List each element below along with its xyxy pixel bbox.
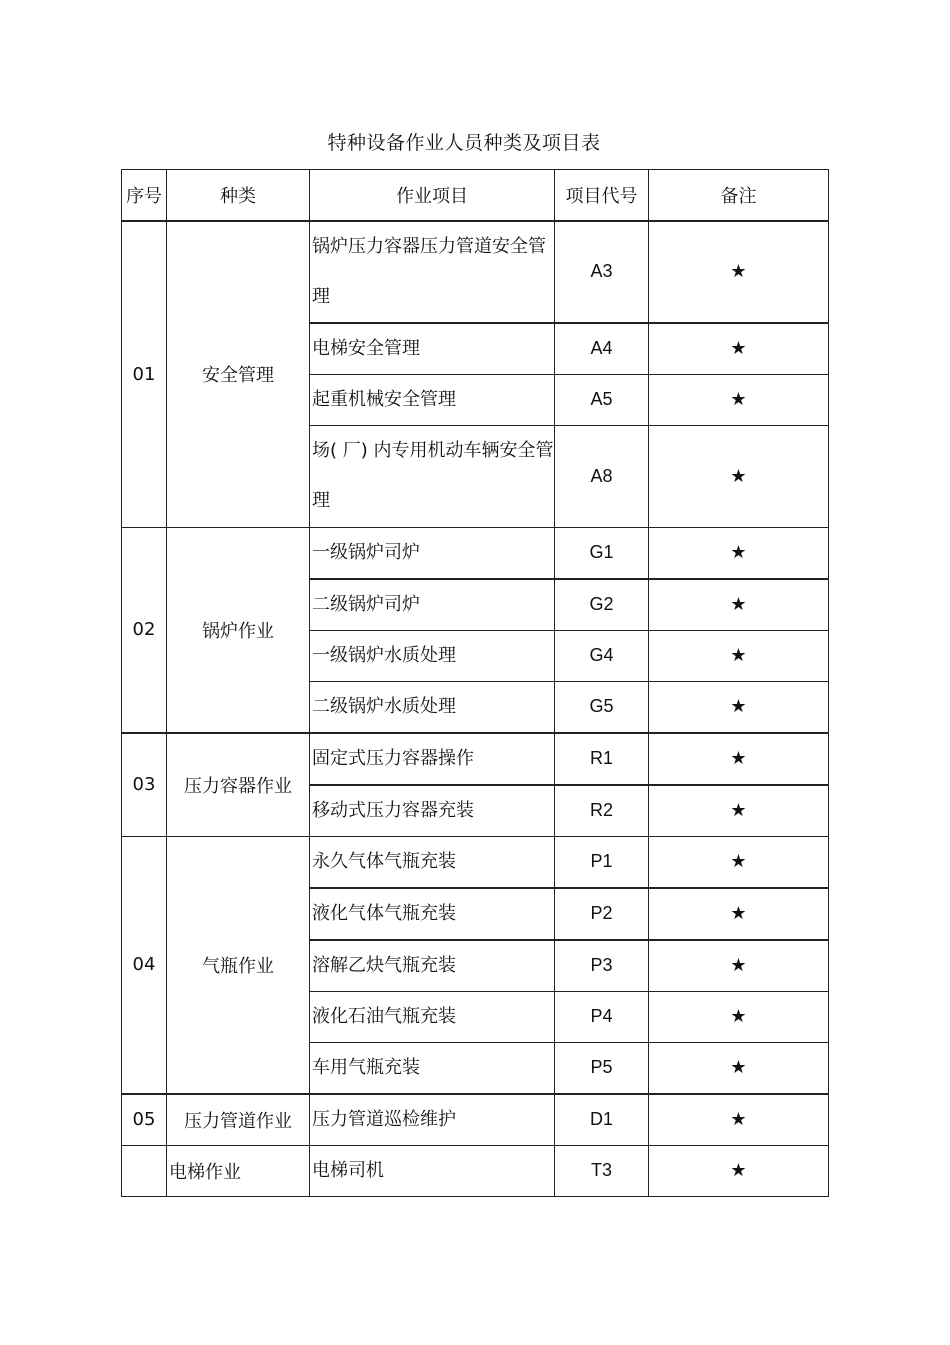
item-name: 场( 厂) 内专用机动车辆安全管理 <box>310 425 555 527</box>
star-mark: ★ <box>649 940 829 992</box>
item-code: P4 <box>555 991 649 1042</box>
table-row <box>122 733 829 785</box>
star-mark: ★ <box>649 1094 829 1146</box>
group-category: 压力容器作业 <box>167 733 310 837</box>
table-row <box>122 836 829 888</box>
item-name: 永久气体气瓶充装 <box>310 836 555 888</box>
item-name: 液化气体气瓶充装 <box>310 888 555 940</box>
table-row <box>122 527 829 579</box>
item-code: P1 <box>555 836 649 888</box>
header-item: 作业项目 <box>310 170 555 221</box>
group-category: 锅炉作业 <box>167 527 310 733</box>
item-code: A3 <box>555 221 649 323</box>
document-title: 特种设备作业人员种类及项目表 <box>327 132 601 154</box>
star-mark: ★ <box>649 630 829 681</box>
group-seq: 01 <box>122 221 167 528</box>
star-mark: ★ <box>649 323 829 375</box>
item-code: P5 <box>555 1042 649 1094</box>
item-code: G1 <box>555 527 649 579</box>
group-seq: 03 <box>122 733 167 837</box>
item-name: 电梯安全管理 <box>310 323 555 375</box>
star-mark: ★ <box>649 374 829 425</box>
header-seq: 序号 <box>122 170 167 221</box>
star-mark: ★ <box>649 527 829 579</box>
star-mark: ★ <box>649 1145 829 1196</box>
group-category: 气瓶作业 <box>167 836 310 1094</box>
item-code: R2 <box>555 785 649 837</box>
star-mark: ★ <box>649 991 829 1042</box>
item-name: 车用气瓶充装 <box>310 1042 555 1094</box>
item-name: 电梯司机 <box>310 1145 555 1196</box>
item-name: 二级锅炉水质处理 <box>310 681 555 733</box>
operator-types-table <box>121 169 829 1197</box>
item-name: 起重机械安全管理 <box>310 374 555 425</box>
item-name: 二级锅炉司炉 <box>310 579 555 631</box>
group-seq <box>122 1145 167 1196</box>
star-mark: ★ <box>649 681 829 733</box>
star-mark: ★ <box>649 785 829 837</box>
item-code: D1 <box>555 1094 649 1146</box>
item-code: P3 <box>555 940 649 992</box>
star-mark: ★ <box>649 836 829 888</box>
group-seq: 05 <box>122 1094 167 1146</box>
item-code: G4 <box>555 630 649 681</box>
header-category: 种类 <box>167 170 310 221</box>
item-name: 移动式压力容器充装 <box>310 785 555 837</box>
item-name: 一级锅炉水质处理 <box>310 630 555 681</box>
item-name: 溶解乙炔气瓶充装 <box>310 940 555 992</box>
star-mark: ★ <box>649 425 829 527</box>
item-name: 压力管道巡检维护 <box>310 1094 555 1146</box>
table-row <box>122 1094 829 1146</box>
item-name: 一级锅炉司炉 <box>310 527 555 579</box>
star-mark: ★ <box>649 221 829 323</box>
item-code: A4 <box>555 323 649 375</box>
header-code: 项目代号 <box>555 170 649 221</box>
item-code: G2 <box>555 579 649 631</box>
group-category: 安全管理 <box>167 221 310 528</box>
item-code: A8 <box>555 425 649 527</box>
group-category: 电梯作业 <box>167 1145 310 1196</box>
item-code: T3 <box>555 1145 649 1196</box>
group-seq: 04 <box>122 836 167 1094</box>
star-mark: ★ <box>649 579 829 631</box>
item-name: 固定式压力容器操作 <box>310 733 555 785</box>
table-row <box>122 221 829 323</box>
star-mark: ★ <box>649 1042 829 1094</box>
item-code: R1 <box>555 733 649 785</box>
item-code: P2 <box>555 888 649 940</box>
star-mark: ★ <box>649 888 829 940</box>
item-name: 锅炉压力容器压力管道安全管理 <box>310 221 555 323</box>
item-name: 液化石油气瓶充装 <box>310 991 555 1042</box>
item-code: G5 <box>555 681 649 733</box>
group-category: 压力管道作业 <box>167 1094 310 1146</box>
group-seq: 02 <box>122 527 167 733</box>
item-code: A5 <box>555 374 649 425</box>
table-header-row <box>122 170 829 221</box>
header-note: 备注 <box>649 170 829 221</box>
star-mark: ★ <box>649 733 829 785</box>
table-row <box>122 1145 829 1196</box>
